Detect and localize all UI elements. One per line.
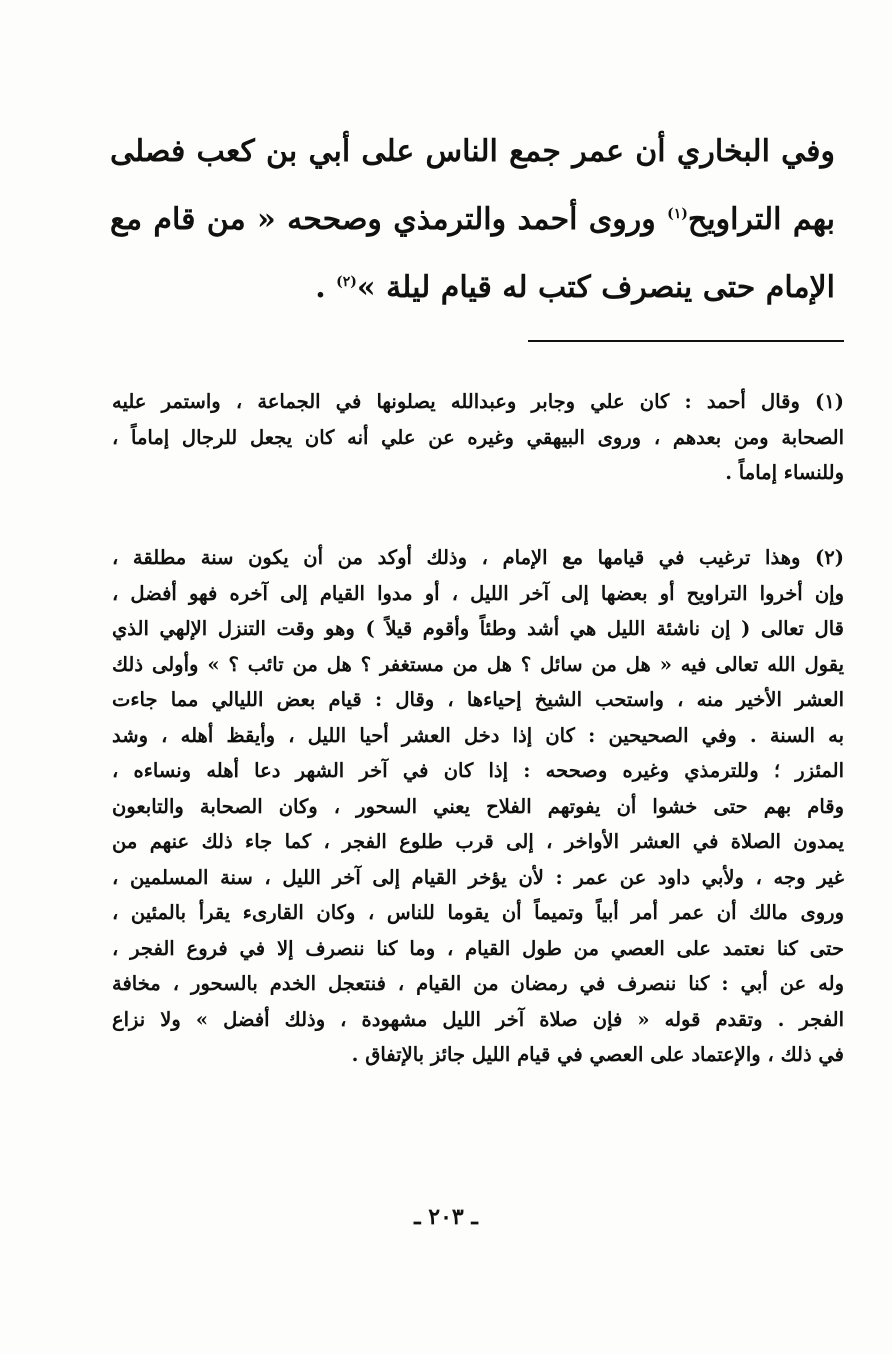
main-text-fragment: بهم التراويح [687, 202, 835, 237]
main-text-fragment: وروى أحمد والترمذي وصححه « من قام مع [110, 202, 656, 237]
footnote-line: به السنة . وفي الصحيحين : كان إذا دخل العشر أحيا الليل ، وأيقظ أهله ، وشد [112, 723, 844, 747]
footnote-line: يمدون الصلاة في العشر الأواخر ، إلى قرب طلوع الفجر ، كما جاء ذلك عنهم من [112, 830, 844, 853]
footnote-separator [528, 340, 844, 342]
footnote-line: العشر الأخير منه ، واستحب الشيخ إحياءها ، وقال : قيام بعض الليالي مما جاءت [112, 688, 844, 711]
footnote-line: (٢) وهذا ترغيب في قيامها مع الإمام ، وذلك أوكد من أن يكون سنة مطلقة ، [112, 546, 844, 569]
footnote-line: يقول الله تعالى فيه « هل من سائل ؟ هل من مستغفر ؟ هل من تائب ؟ » وأولى ذلك [112, 652, 844, 676]
main-text-fragment: الإمام حتى ينصرف كتب له قيام ليلة » [356, 270, 835, 305]
footnote-line: الفجر . وتقدم قوله « فإن صلاة آخر الليل مشهودة ، وذلك أفضل » ولا نزاع [112, 1007, 844, 1031]
footnote-line: وإن أخروا التراويح أو بعضها إلى آخر الليل ، أو مدوا القيام إلى آخره فهو أفضل ، [112, 581, 844, 605]
footnote-line: وقام بهم حتى خشوا أن يفوتهم الفلاح يعني السحور ، وكان الصحابة والتابعون [112, 794, 844, 818]
main-text-end-period: . [315, 270, 326, 305]
page-number: ـ ٢٠٣ ـ [414, 1204, 478, 1230]
footnote-line: وللنساء إماماً . [725, 461, 844, 484]
main-text-line: وفي البخاري أن عمر جمع الناس على أبي بن كعب فصلى [110, 134, 835, 169]
footnote-line: وروى مالك أن عمر أمر أبياً وتميماً أن يقوما للناس ، وكان القارىء يقرأ بالمئين ، [112, 901, 844, 924]
footnote-2 [112, 540, 844, 1073]
footnote-1 [112, 384, 844, 491]
footnote-line: (١) وقال أحمد : كان علي وجابر وعبدالله يصلونها في الجماعة ، واستمر عليه [112, 390, 844, 413]
footnote-line: وله عن أبي : كنا ننصرف في رمضان من القيام ، فنتعجل الخدم بالسحور ، مخافة [112, 972, 844, 995]
footnote-line: حتى كنا نعتمد على العصي من طول القيام ، وما كنا ننصرف إلا في فروع الفجر ، [112, 936, 844, 960]
footnote-line: قال تعالى ( إن ناشئة الليل هي أشد وطئاً وأقوم قيلاً ) وهو وقت التنزل الإلهي الذي [112, 617, 844, 640]
footnote-line: غير وجه ، ولأبي داود عن عمر : لأن يؤخر القيام إلى آخر الليل ، سنة المسلمين ، [112, 865, 844, 889]
footnote-ref-1: (١) [667, 206, 688, 222]
main-text [110, 118, 835, 322]
main-text-line [110, 254, 835, 322]
footnote-line: المئزر ؛ وللترمذي وغيره وصححه : إذا كان في آخر الشهر دعا أهله ونساءه ، [112, 759, 844, 782]
footnote-line: الصحابة ومن بعدهم ، وروى البيهقي وغيره عن علي أنه كان يجعل للرجال إماماً ، [112, 425, 844, 449]
footnote-ref-2: (٢) [336, 274, 357, 290]
main-text-line [110, 186, 835, 254]
footnote-line: في ذلك ، والإعتماد على العصي في قيام الليل جائز بالإتفاق . [351, 1043, 844, 1066]
